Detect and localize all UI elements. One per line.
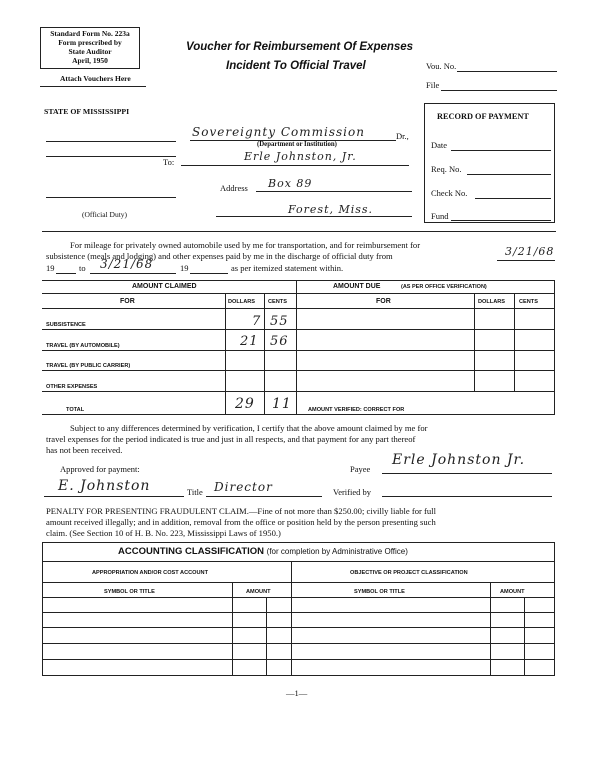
form-prescribed: Form prescribed by bbox=[58, 38, 122, 47]
form-title: Voucher for Reimbursement Of Expenses bbox=[186, 41, 414, 53]
year-prefix-2: 19 bbox=[180, 263, 189, 273]
attach-vouchers-label: Attach Vouchers Here bbox=[60, 74, 131, 83]
claimed-dollars-header: DOLLARS bbox=[228, 299, 256, 305]
form-subtitle: Incident To Official Travel bbox=[226, 60, 366, 72]
year-prefix-1: 19 bbox=[46, 263, 55, 273]
row-travel-public: TRAVEL (BY PUBLIC CARRIER) bbox=[46, 363, 131, 369]
address-label: Address bbox=[220, 183, 248, 193]
approver-signature: E. Johnston bbox=[58, 478, 151, 494]
from-date-handwritten: 3/21/68 bbox=[505, 245, 555, 258]
payee-signature: Erle Johnston Jr. bbox=[392, 452, 526, 468]
row-subsistence: SUBSISTENCE bbox=[46, 322, 86, 328]
subsistence-cents: 55 bbox=[270, 314, 289, 329]
form-number: Standard Form No. 223a bbox=[50, 29, 130, 38]
payee-name-handwritten: Erle Johnston, Jr. bbox=[244, 150, 357, 163]
payee-label: Payee bbox=[350, 464, 371, 474]
form-date: April, 1950 bbox=[72, 56, 108, 65]
amount-claimed-header: AMOUNT CLAIMED bbox=[132, 283, 197, 290]
row-total: TOTAL bbox=[66, 407, 85, 413]
form-number-box bbox=[40, 27, 140, 69]
record-of-payment-title: RECORD OF PAYMENT bbox=[437, 112, 529, 121]
address-line2-handwritten: Forest, Miss. bbox=[288, 203, 374, 216]
record-fund-label: Fund bbox=[431, 211, 449, 221]
dr-label: Dr., bbox=[396, 131, 409, 141]
department-handwritten: Sovereignty Commission bbox=[192, 125, 365, 139]
approved-label: Approved for payment: bbox=[60, 464, 140, 474]
total-dollars: 29 bbox=[235, 396, 255, 412]
certify-line3: has not been received. bbox=[46, 445, 123, 455]
appropriation-header: APPROPRIATION AND/OR COST ACCOUNT bbox=[92, 570, 209, 576]
due-dollars-header: DOLLARS bbox=[478, 299, 506, 305]
to-date-handwritten: 3/21/68 bbox=[100, 257, 154, 271]
file-label: File bbox=[426, 80, 440, 90]
accounting-heading bbox=[118, 546, 408, 557]
voucher-number-label: Vou. No. bbox=[426, 61, 457, 71]
title-label: Title bbox=[187, 487, 203, 497]
penalty-line2: amount received illegally; and in addition, removal from the office or position held by the person presenting such bbox=[46, 517, 436, 527]
right-symbol-header: SYMBOL OR TITLE bbox=[354, 589, 405, 595]
left-amount-header: AMOUNT bbox=[246, 589, 271, 595]
amount-verified-label: AMOUNT VERIFIED: CORRECT FOR bbox=[308, 407, 405, 413]
penalty-line3: claim. (See Section 10 of H. B. No. 223, Mississippi Laws of 1950.) bbox=[46, 528, 281, 538]
record-date-label: Date bbox=[431, 140, 448, 150]
right-amount-header: AMOUNT bbox=[500, 589, 525, 595]
mileage-text-line1: For mileage for privately owned automobile used by me for transportation, and for reimbursement for bbox=[70, 240, 421, 250]
claimed-cents-header: CENTS bbox=[268, 299, 287, 305]
to-word: to bbox=[79, 263, 86, 273]
claimed-for-header: FOR bbox=[120, 298, 135, 305]
left-symbol-header: SYMBOL OR TITLE bbox=[104, 589, 155, 595]
penalty-line1: PENALTY FOR PRESENTING FRAUDULENT CLAIM.—Fine of not more than $250.00; civilly liable for full bbox=[46, 506, 436, 516]
amount-due-note: (AS PER OFFICE VERIFICATION) bbox=[401, 284, 487, 290]
page-number: —1— bbox=[286, 688, 308, 698]
accounting-subtitle: (for completion by Administrative Office) bbox=[266, 547, 408, 556]
record-of-payment-box bbox=[424, 103, 555, 223]
certify-line1: Subject to any differences determined by verification, I certify that the above amount claimed by me for bbox=[70, 423, 428, 433]
address-line1-handwritten: Box 89 bbox=[268, 177, 313, 190]
accounting-title: ACCOUNTING CLASSIFICATION bbox=[118, 546, 265, 557]
itemized-text: as per itemized statement within. bbox=[231, 263, 344, 273]
row-other: OTHER EXPENSES bbox=[46, 384, 98, 390]
state-label: STATE OF MISSISSIPPI bbox=[44, 107, 130, 116]
objective-header: OBJECTIVE OR PROJECT CLASSIFICATION bbox=[350, 570, 468, 576]
total-cents: 11 bbox=[272, 396, 292, 412]
row-travel-auto: TRAVEL (BY AUTOMOBILE) bbox=[46, 343, 120, 349]
due-cents-header: CENTS bbox=[519, 299, 538, 305]
verified-by-label: Verified by bbox=[333, 487, 372, 497]
certify-line2: travel expenses for the period indicated is true and just in all respects, and that payment for any part thereof bbox=[46, 434, 416, 444]
record-req-label: Req. No. bbox=[431, 164, 462, 174]
title-signature: Director bbox=[214, 480, 273, 494]
auto-dollars: 21 bbox=[240, 334, 259, 349]
due-for-header: FOR bbox=[376, 298, 391, 305]
department-caption: (Department or Institution) bbox=[257, 141, 337, 148]
record-check-label: Check No. bbox=[431, 188, 468, 198]
mileage-text-line2: subsistence (meals and lodging) and other expenses paid by me in the discharge of official duty from bbox=[46, 251, 393, 261]
amount-due-header: AMOUNT DUE bbox=[333, 283, 381, 290]
form-auditor: State Auditor bbox=[68, 47, 112, 56]
auto-cents: 56 bbox=[270, 334, 289, 349]
official-duty-label: (Official Duty) bbox=[82, 210, 128, 219]
subsistence-dollars: 7 bbox=[252, 314, 262, 329]
to-label: To: bbox=[163, 157, 175, 167]
